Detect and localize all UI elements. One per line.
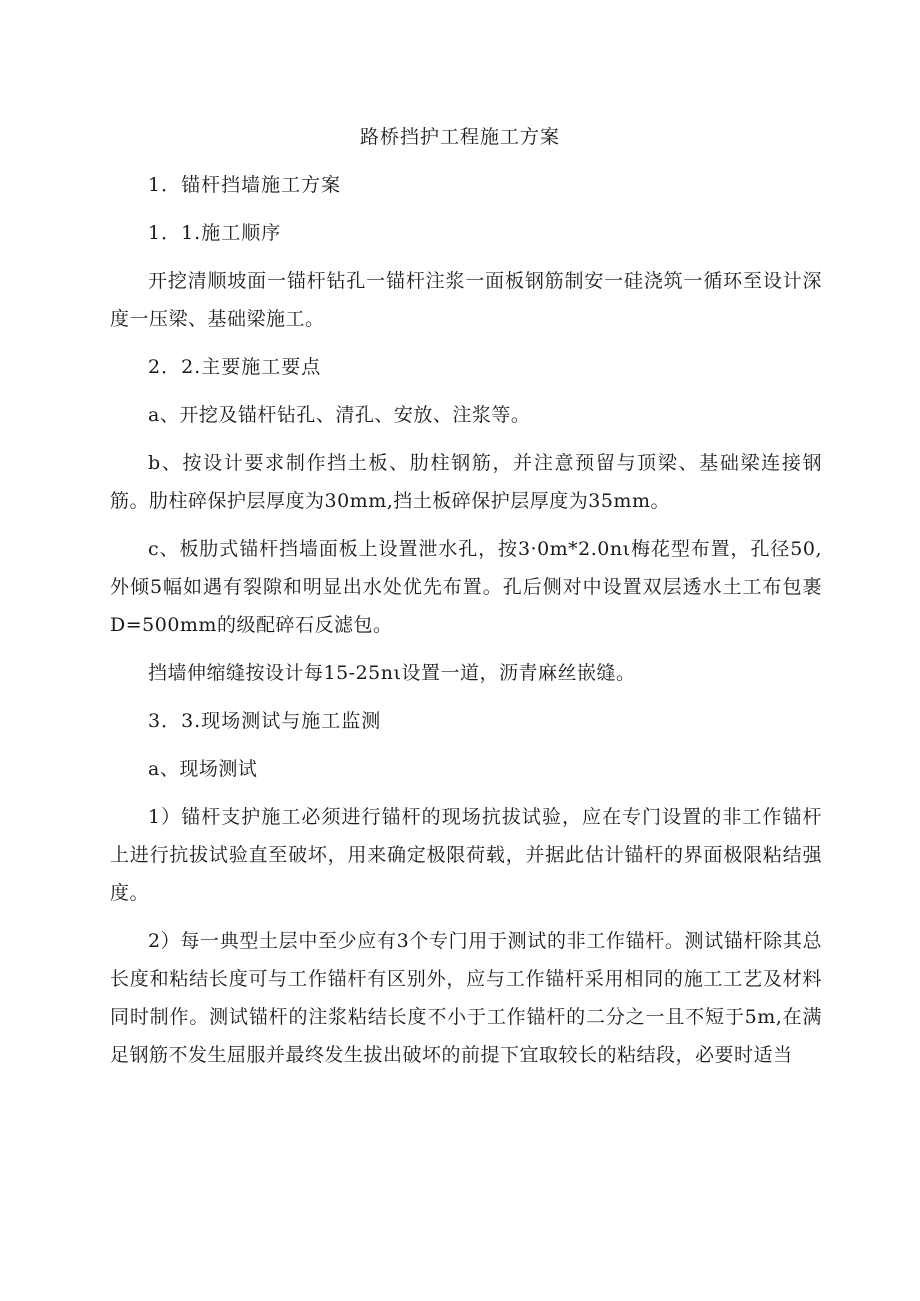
subsection-heading-testing-monitoring: 3．3.现场测试与施工监测 — [148, 710, 382, 732]
paragraph-point-c: c、板肋式锚杆挡墙面板上设置泄水孔，按3·0m*2.0nι梅花型布置，孔径50,外倾5幅如遇有裂隙和明显出水处优先布置。孔后侧对中设置双层透水土工布包裹D=500mm的级配碎石反滤包。 — [110, 538, 822, 636]
paragraph-test-item-2: 2）每一典型土层中至少应有3个专门用于测试的非工作锚杆。测试锚杆除其总长度和粘结长度可与工作锚杆有区别外，应与工作锚杆采用相同的施工工艺及材料同时制作。测试锚杆的注浆粘结长度不小于工作锚杆的二分之一且不短于5m,在满足钢筋不发生屈服并最终发生拔出破坏的前提下宜取较长的粘结段，必要时适当 — [110, 930, 822, 1066]
document-title: 路桥挡护工程施工方案 — [359, 126, 560, 148]
paragraph-point-b: b、按设计要求制作挡土板、肋柱钢筋，并注意预留与顶梁、基础梁连接钢筋。肋柱碎保护层厚度为30mm,挡土板碎保护层厚度为35mm。 — [110, 452, 822, 512]
document-body — [110, 166, 822, 1084]
paragraph-field-testing: a、现场测试 — [148, 758, 258, 780]
subsection-heading-construction-order: 1．1.施工顺序 — [148, 222, 282, 244]
paragraph-point-a: a、开挖及锚杆钻孔、清孔、安放、注浆等。 — [148, 404, 531, 426]
paragraph-construction-sequence: 开挖清顺坡面一锚杆钻孔一锚杆注浆一面板钢筋制安一硅浇筑一循环至设计深度一压梁、基础梁施工。 — [110, 270, 822, 330]
subsection-heading-key-points: 2．2.主要施工要点 — [148, 356, 322, 378]
section-heading-1: 1．锚杆挡墙施工方案 — [148, 174, 342, 196]
paragraph-test-item-1: 1）锚杆支护施工必须进行锚杆的现场抗拔试验，应在专门设置的非工作锚杆上进行抗拔试验直至破坏，用来确定极限荷载，并据此估计锚杆的界面极限粘结强度。 — [110, 806, 822, 904]
paragraph-expansion-joint: 挡墙伸缩缝按设计每15-25nι设置一道，沥青麻丝嵌缝。 — [148, 662, 636, 684]
